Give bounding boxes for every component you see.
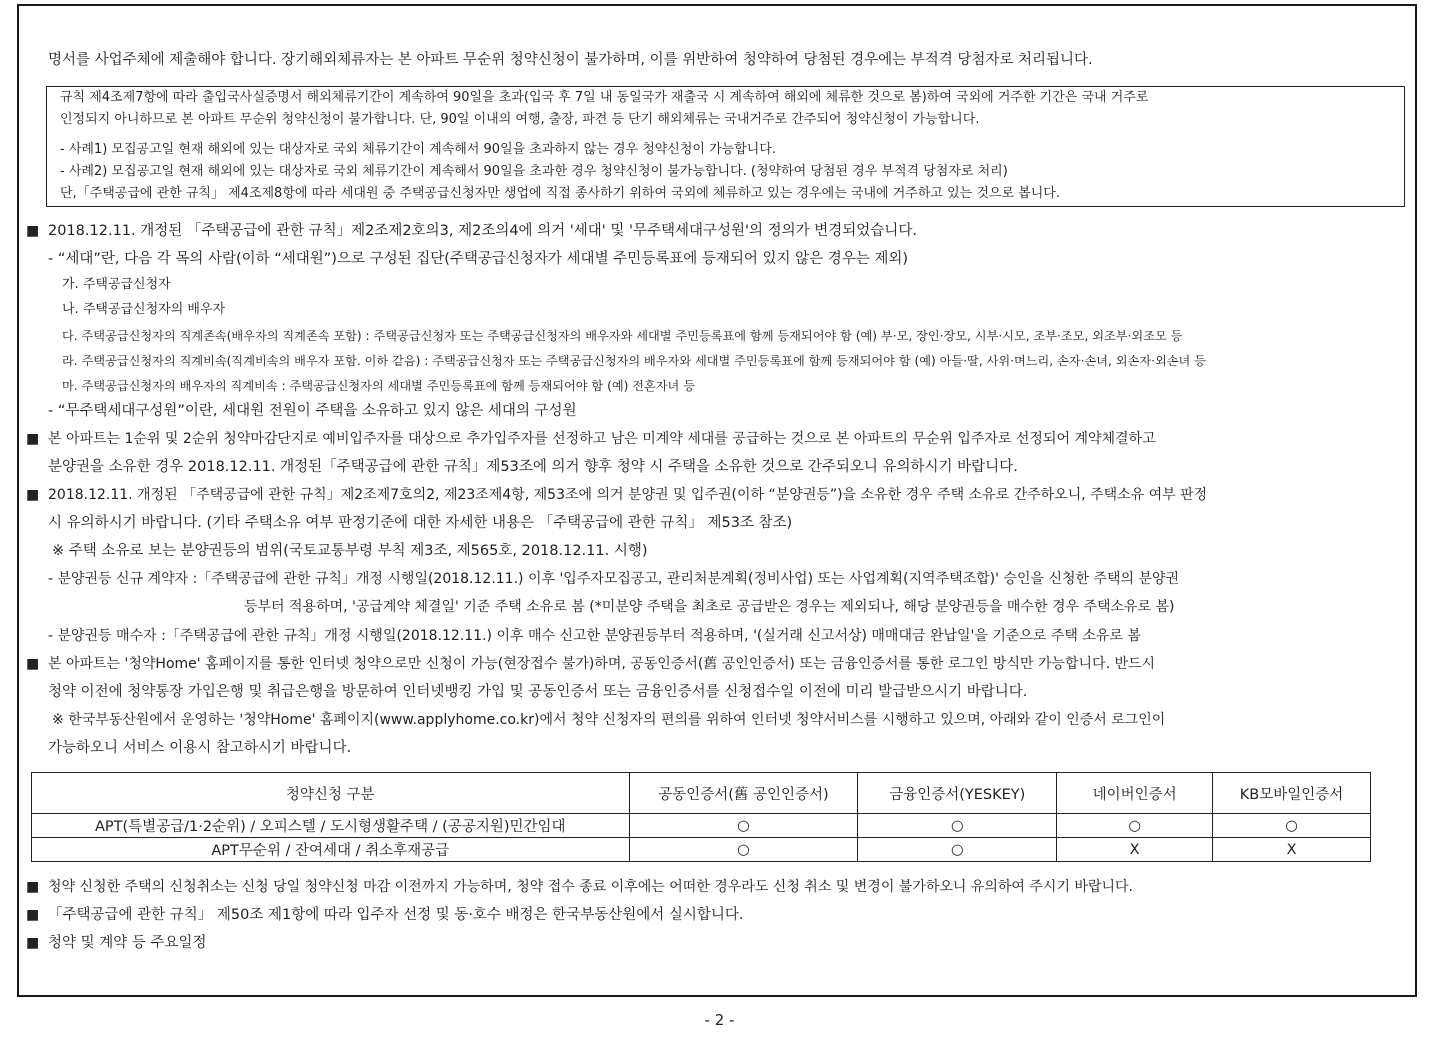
household-heading: ■ 2018.12.11. 개정된 「주택공급에 관한 규칙」제2조제2호의3, 제2조의4에 의거 '세대' 및 '무주택세대구성원'의 정의가 변경되었습니다. xyxy=(48,221,917,241)
table-row xyxy=(32,838,1371,862)
reserve-line: 분양권을 소유한 경우 2018.12.11. 개정된「주택공급에 관한 규칙」제53조에 의거 향후 청약 시 주택을 소유한 것으로 간주되오니 유의하시기 바랍니다. xyxy=(48,459,1018,475)
presale-new-contract: - 분양권등 신규 계약자 :「주택공급에 관한 규칙」개정 시행일(2018.12.11.) 이후 '입주자모집공고, 관리처분계획(정비사업) 또는 사업계획(지역주택조합)' 승인을 신청한 주택의 분양권 xyxy=(48,571,1180,587)
household-item: 마. 주택공급신청자의 배우자의 직계비속 : 주택공급신청자의 세대별 주민등록표에 함께 등재되어야 함 (예) 전혼자녀 등 xyxy=(62,379,695,393)
rule-line: 규칙 제4조제7항에 따라 출입국사실증명서 해외체류기간이 계속하여 90일을 초과(입국 후 7일 내 동일국가 재출국 시 계속하여 해외에 체류한 것으로 봄)하여 국외에 거주한 기간은 국내 거주로 xyxy=(60,90,1149,105)
presale-line: 시 유의하시기 바랍니다. (기타 주택소유 여부 판정기준에 대한 자세한 내용은 「주택공급에 관한 규칙」 제53조 참조) xyxy=(48,515,793,531)
presale-new-contract: 등부터 적용하며, '공급계약 체결일' 기준 주택 소유로 봄 (*미분양 주택을 최초로 공급받은 경우는 제외되나, 해당 분양권등을 매수한 경우 주택소유로 봄) xyxy=(244,599,1175,615)
reserve-line: ■ 본 아파트는 1순위 및 2순위 청약마감단지로 예비입주자를 대상으로 추가입주자를 선정하고 남은 미계약 세대를 공급하는 것으로 본 아파트의 무순위 입주자로 선정되어 계약체결하고 xyxy=(48,429,1156,449)
table-header: 금융인증서(YESKEY) xyxy=(858,773,1057,814)
household-item: 다. 주택공급신청자의 직계존속(배우자의 직계존속 포함) : 주택공급신청자 또는 주택공급신청자의 배우자와 세대별 주민등록표에 함께 등재되어야 함 (예) 부·모, 장인·장모, 시부·시모, 조부·조모, 외조부·외조모 등 xyxy=(62,329,1183,343)
certificate-table xyxy=(31,772,1371,862)
table-cell: ○ xyxy=(858,814,1057,838)
table-cell: APT(특별공급/1·2순위) / 오피스텔 / 도시형생활주택 / (공공지원)민간임대 xyxy=(32,814,630,838)
selection-notice: ■ 「주택공급에 관한 규칙」 제50조 제1항에 따라 입주자 선정 및 동·호수 배정은 한국부동산원에서 실시합니다. xyxy=(48,905,744,925)
presale-note: ※ 주택 소유로 보는 분양권등의 범위(국토교통부령 부칙 제3조, 제565호, 2018.12.11. 시행) xyxy=(52,543,648,559)
cancel-notice: ■ 청약 신청한 주택의 신청취소는 신청 당일 청약신청 마감 이전까지 가능하며, 청약 접수 종료 이후에는 어떠한 경우라도 신청 취소 및 변경이 불가하오니 유의하여 주시기 바랍니다. xyxy=(48,877,1133,897)
table-header: 네이버인증서 xyxy=(1057,773,1213,814)
table-cell: ○ xyxy=(629,838,858,862)
online-line: ■ 본 아파트는 '청약Home' 홈페이지를 통한 인터넷 청약으로만 신청이 가능(현장접수 불가)하며, 공동인증서(舊 공인인증서) 또는 금융인증서를 통한 로그인 방식만 가능합니다. 반드시 xyxy=(48,654,1155,674)
household-definition: - “세대”란, 다음 각 목의 사람(이하 “세대원”)으로 구성된 집단(주택공급신청자가 세대별 주민등록표에 등재되어 있지 않은 경우는 제외) xyxy=(48,251,909,267)
rule-line: - 사례2) 모집공고일 현재 해외에 있는 대상자로 국외 체류기간이 계속해서 90일을 초과한 경우 청약신청이 불가능합니다. (청약하여 당첨된 경우 부적격 당첨자로 처리) xyxy=(60,164,1008,179)
online-note: ※ 한국부동산원에서 운영하는 '청약Home' 홈페이지(www.applyhome.co.kr)에서 청약 신청자의 편의를 위하여 인터넷 청약서비스를 시행하고 있으며, 아래와 같이 인증서 로그인이 xyxy=(52,712,1166,728)
table-cell: X xyxy=(1057,838,1213,862)
table-header: 공동인증서(舊 공인인증서) xyxy=(629,773,858,814)
no-house-definition: - “무주택세대구성원”이란, 세대원 전원이 주택을 소유하고 있지 않은 세대의 구성원 xyxy=(48,403,577,419)
table-cell: ○ xyxy=(1057,814,1213,838)
table-header: KB모바일인증서 xyxy=(1213,773,1371,814)
table-row xyxy=(32,814,1371,838)
rule-line: 단,「주택공급에 관한 규칙」 제4조제8항에 따라 세대원 중 주택공급신청자만 생업에 직접 종사하기 위하여 국외에 체류하고 있는 경우에는 국내에 거주하고 있는 것으로 봅니다. xyxy=(60,186,1060,201)
table-header-row xyxy=(32,773,1371,814)
table-cell: APT무순위 / 잔여세대 / 취소후재공급 xyxy=(32,838,630,862)
table-cell: ○ xyxy=(629,814,858,838)
page-number: - 2 - xyxy=(704,1011,735,1029)
rule-line: - 사례1) 모집공고일 현재 해외에 있는 대상자로 국외 체류기간이 계속해서 90일을 초과하지 않는 경우 청약신청이 가능합니다. xyxy=(60,142,777,157)
online-note: 가능하오니 서비스 이용시 참고하시기 바랍니다. xyxy=(48,740,352,756)
household-item: 라. 주택공급신청자의 직계비속(직계비속의 배우자 포함. 이하 같음) : 주택공급신청자 또는 주택공급신청자의 배우자와 세대별 주민등록표에 함께 등재되어야 함 (예) 아들·딸, 사위·며느리, 손자·손녀, 외손자·외손녀 등 xyxy=(62,354,1206,368)
schedule-heading: ■ 청약 및 계약 등 주요일정 xyxy=(48,933,207,953)
table-cell: ○ xyxy=(858,838,1057,862)
presale-line: ■ 2018.12.11. 개정된 「주택공급에 관한 규칙」제2조제7호의2, 제23조제4항, 제53조에 의거 분양권 및 입주권(이하 “분양권등”)을 소유한 경우 주택 소유로 간주하오니, 주택소유 여부 판정 xyxy=(48,485,1207,505)
table-cell: X xyxy=(1213,838,1371,862)
online-line: 청약 이전에 청약통장 가입은행 및 취급은행을 방문하여 인터넷뱅킹 가입 및 공동인증서 또는 금융인증서를 신청접수일 이전에 미리 발급받으시기 바랍니다. xyxy=(48,684,1028,700)
presale-buyer: - 분양권등 매수자 :「주택공급에 관한 규칙」개정 시행일(2018.12.11.) 이후 매수 신고한 분양권등부터 적용하며, '(실거래 신고서상) 매매대금 완납일'을 기준으로 주택 소유로 봄 xyxy=(48,628,1141,644)
table-header: 청약신청 구분 xyxy=(32,773,630,814)
household-item: 가. 주택공급신청자 xyxy=(62,277,171,292)
rule-line: 인정되지 아니하므로 본 아파트 무순위 청약신청이 불가합니다. 단, 90일 이내의 여행, 출장, 파견 등 단기 해외체류는 국내거주로 간주되어 청약신청이 가능합니다. xyxy=(60,112,980,127)
intro-line: 명서를 사업주체에 제출해야 합니다. 장기해외체류자는 본 아파트 무순위 청약신청이 불가하며, 이를 위반하여 청약하여 당첨된 경우에는 부적격 당첨자로 처리됩니다. xyxy=(48,52,1093,68)
table-cell: ○ xyxy=(1213,814,1371,838)
household-item: 나. 주택공급신청자의 배우자 xyxy=(62,302,226,317)
